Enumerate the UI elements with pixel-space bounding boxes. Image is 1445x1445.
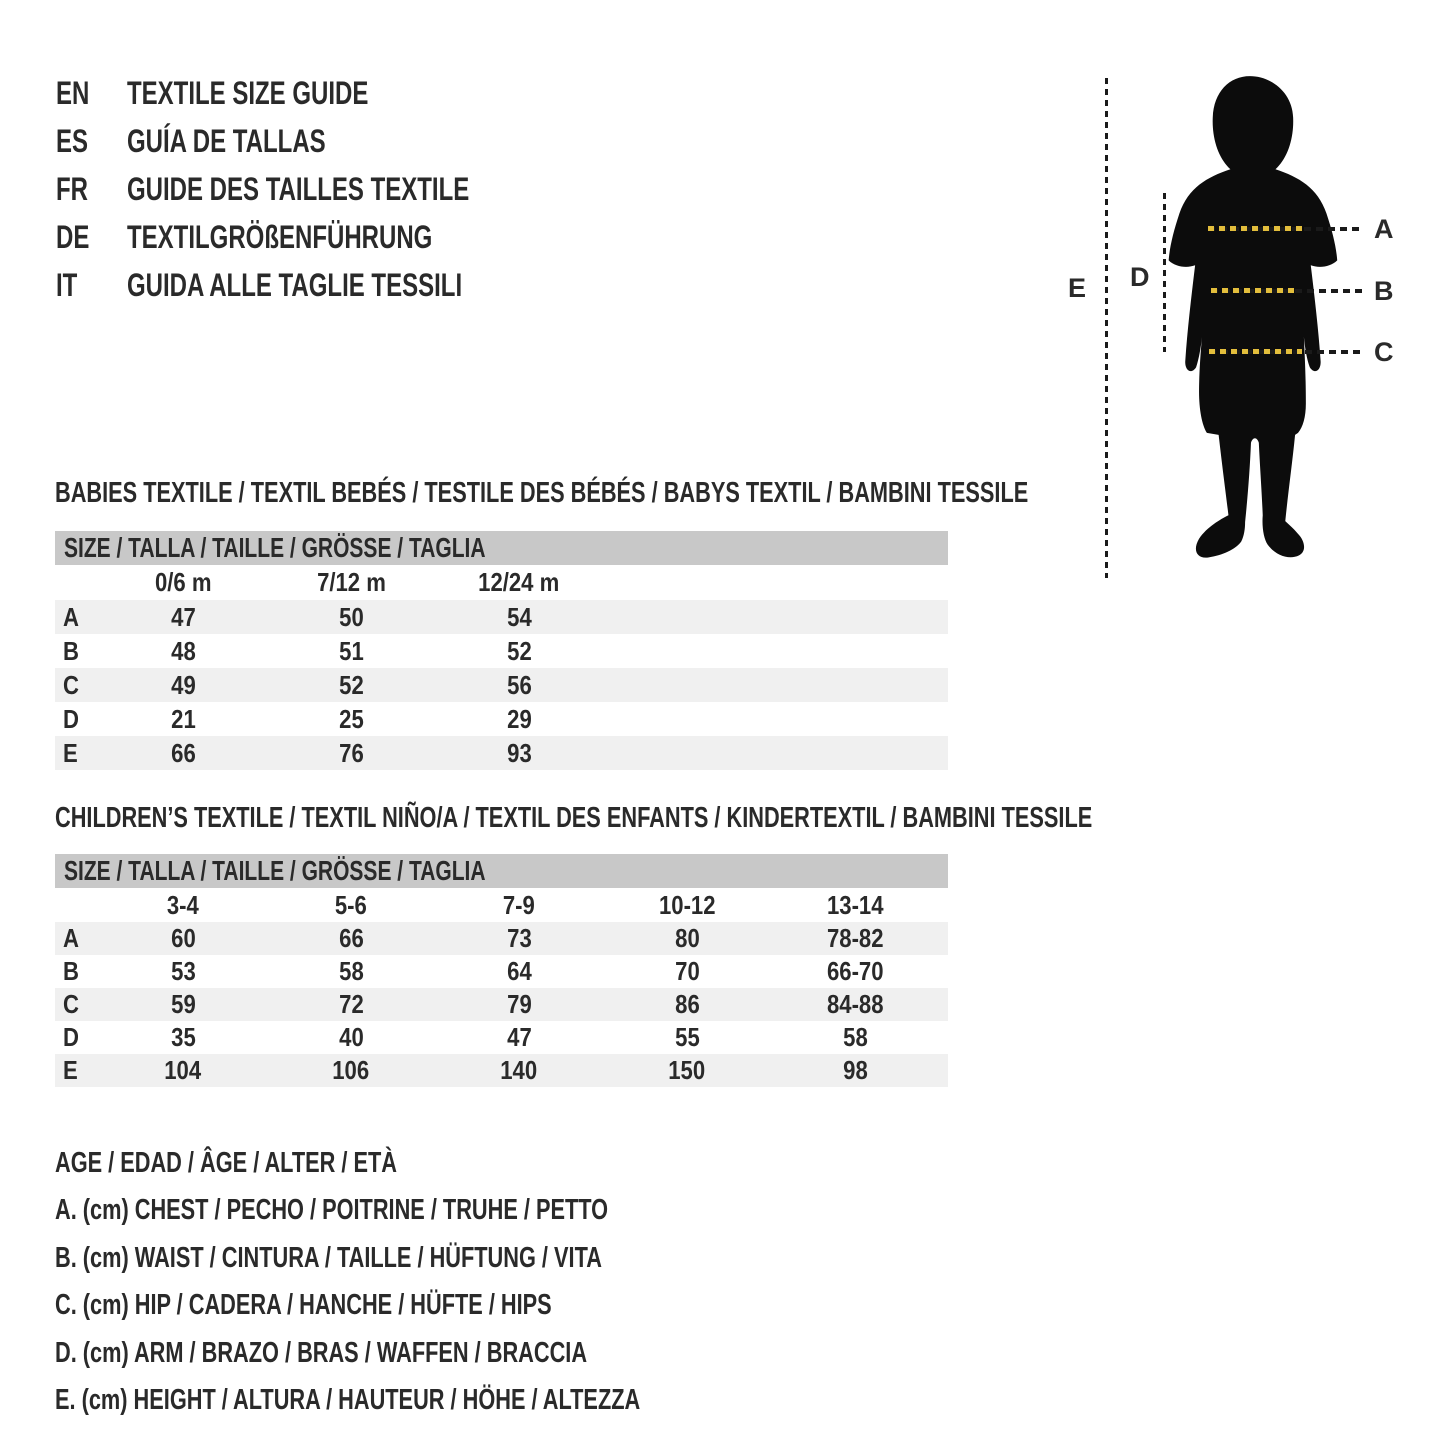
table-cell: 56 [506, 670, 532, 700]
table-cell: 78-82 [826, 923, 884, 953]
table-cell: 49 [170, 670, 196, 700]
column-header: 12/24 m [478, 567, 560, 597]
table-cell: 93 [506, 738, 532, 768]
table-cell: 50 [338, 602, 364, 632]
column-header: 7/12 m [316, 567, 386, 597]
title-line-fr [0, 169, 600, 209]
row-label: C [63, 989, 79, 1019]
table-cell: 40 [338, 1022, 364, 1052]
title-line-en [0, 73, 600, 113]
legend-height: E. (cm) HEIGHT / ALTURA / HAUTEUR / HÖHE / ALTEZZA [55, 1384, 641, 1416]
table-cell: 84-88 [826, 989, 884, 1019]
table-cell: 47 [170, 602, 196, 632]
table-row [55, 634, 948, 668]
title-text: TEXTILE SIZE GUIDE [127, 75, 369, 111]
column-header: 3-4 [167, 890, 199, 920]
row-label: C [63, 670, 79, 700]
title-text: GUIDE DES TAILLES TEXTILE [127, 171, 470, 207]
row-label: E [63, 738, 78, 768]
table-cell: 59 [170, 989, 196, 1019]
table-cell: 58 [842, 1022, 868, 1052]
column-header: 0/6 m [154, 567, 212, 597]
table-cell: 47 [506, 1022, 532, 1052]
language-code: DE [56, 219, 90, 255]
babies-column-headers [55, 565, 948, 600]
size-header-bar: SIZE / TALLA / TAILLE / GRÖSSE / TAGLIA [55, 531, 948, 565]
table-row [55, 668, 948, 702]
language-code: IT [56, 267, 78, 303]
table-row [55, 1054, 948, 1087]
table-cell: 51 [338, 636, 364, 666]
table-row [55, 955, 948, 988]
table-cell: 72 [338, 989, 364, 1019]
waist-measure-dashes-yellow [1211, 288, 1299, 293]
column-header: 5-6 [335, 890, 367, 920]
table-cell: 66 [338, 923, 364, 953]
row-label: B [63, 956, 79, 986]
table-cell: 55 [674, 1022, 700, 1052]
figure-label-e: E [1068, 273, 1087, 303]
table-row [55, 702, 948, 736]
legend-arm: D. (cm) ARM / BRAZO / BRAS / WAFFEN / BRACCIA [55, 1337, 588, 1369]
row-label: D [63, 1022, 79, 1052]
title-line-it [0, 265, 600, 305]
table-row [55, 988, 948, 1021]
figure-label-d: D [1130, 262, 1150, 292]
table-cell: 79 [506, 989, 532, 1019]
table-cell: 66 [170, 738, 196, 768]
table-cell: 66-70 [826, 956, 884, 986]
children-column-headers [55, 888, 948, 922]
babies-size-table [55, 531, 948, 770]
children-section-heading: CHILDREN’S TEXTILE / TEXTIL NIÑO/A / TEXTIL DES ENFANTS / KINDERTEXTIL / BAMBINI TESSILE [55, 802, 1093, 834]
row-label: D [63, 704, 79, 734]
table-cell: 140 [500, 1055, 538, 1085]
table-cell: 58 [338, 956, 364, 986]
table-cell: 150 [668, 1055, 706, 1085]
table-cell: 52 [338, 670, 364, 700]
table-cell: 70 [674, 956, 700, 986]
row-label: B [63, 636, 79, 666]
row-label: A [63, 602, 79, 632]
table-cell: 76 [338, 738, 364, 768]
title-text: GUIDA ALLE TAGLIE TESSILI [127, 267, 463, 303]
figure-label-b: B [1374, 276, 1394, 306]
table-cell: 48 [170, 636, 196, 666]
table-cell: 80 [674, 923, 700, 953]
legend-chest: A. (cm) CHEST / PECHO / POITRINE / TRUHE / PETTO [55, 1194, 609, 1226]
column-header: 13-14 [826, 890, 884, 920]
table-row [55, 600, 948, 634]
legend-waist: B. (cm) WAIST / CINTURA / TAILLE / HÜFTUNG / VITA [55, 1242, 602, 1274]
table-cell: 64 [506, 956, 532, 986]
column-header: 7-9 [503, 890, 535, 920]
hip-measure-dashes-yellow [1209, 349, 1302, 354]
table-row [55, 736, 948, 770]
table-cell: 21 [170, 704, 196, 734]
language-code: FR [56, 171, 88, 207]
language-code: ES [56, 123, 89, 159]
figure-label-c: C [1374, 337, 1394, 367]
title-text: GUÍA DE TALLAS [127, 123, 326, 159]
table-cell: 54 [506, 602, 532, 632]
title-text: TEXTILGRÖßENFÜHRUNG [127, 219, 433, 255]
figure-label-a: A [1374, 214, 1394, 244]
chest-measure-dashes-yellow [1208, 226, 1306, 231]
table-cell: 29 [506, 704, 532, 734]
legend-age: AGE / EDAD / ÂGE / ALTER / ETÀ [55, 1147, 397, 1179]
table-cell: 35 [170, 1022, 196, 1052]
title-line-es [0, 121, 600, 161]
language-code: EN [56, 75, 90, 111]
table-row [55, 922, 948, 955]
table-cell: 60 [170, 923, 196, 953]
table-cell: 106 [332, 1055, 370, 1085]
table-cell: 104 [164, 1055, 202, 1085]
size-header-bar: SIZE / TALLA / TAILLE / GRÖSSE / TAGLIA [55, 854, 948, 888]
title-line-de [0, 217, 600, 257]
table-cell: 98 [842, 1055, 868, 1085]
table-cell: 52 [506, 636, 532, 666]
table-row [55, 1021, 948, 1054]
child-silhouette [1152, 72, 1348, 587]
table-cell: 86 [674, 989, 700, 1019]
row-label: E [63, 1055, 78, 1085]
column-header: 10-12 [658, 890, 716, 920]
babies-section-heading: BABIES TEXTILE / TEXTIL BEBÉS / TESTILE DES BÉBÉS / BABYS TEXTIL / BAMBINI TESSILE [55, 477, 1029, 509]
table-cell: 53 [170, 956, 196, 986]
table-cell: 25 [338, 704, 364, 734]
table-cell: 73 [506, 923, 532, 953]
children-size-table [55, 854, 948, 1087]
legend-hip: C. (cm) HIP / CADERA / HANCHE / HÜFTE / HIPS [55, 1289, 552, 1321]
row-label: A [63, 923, 79, 953]
